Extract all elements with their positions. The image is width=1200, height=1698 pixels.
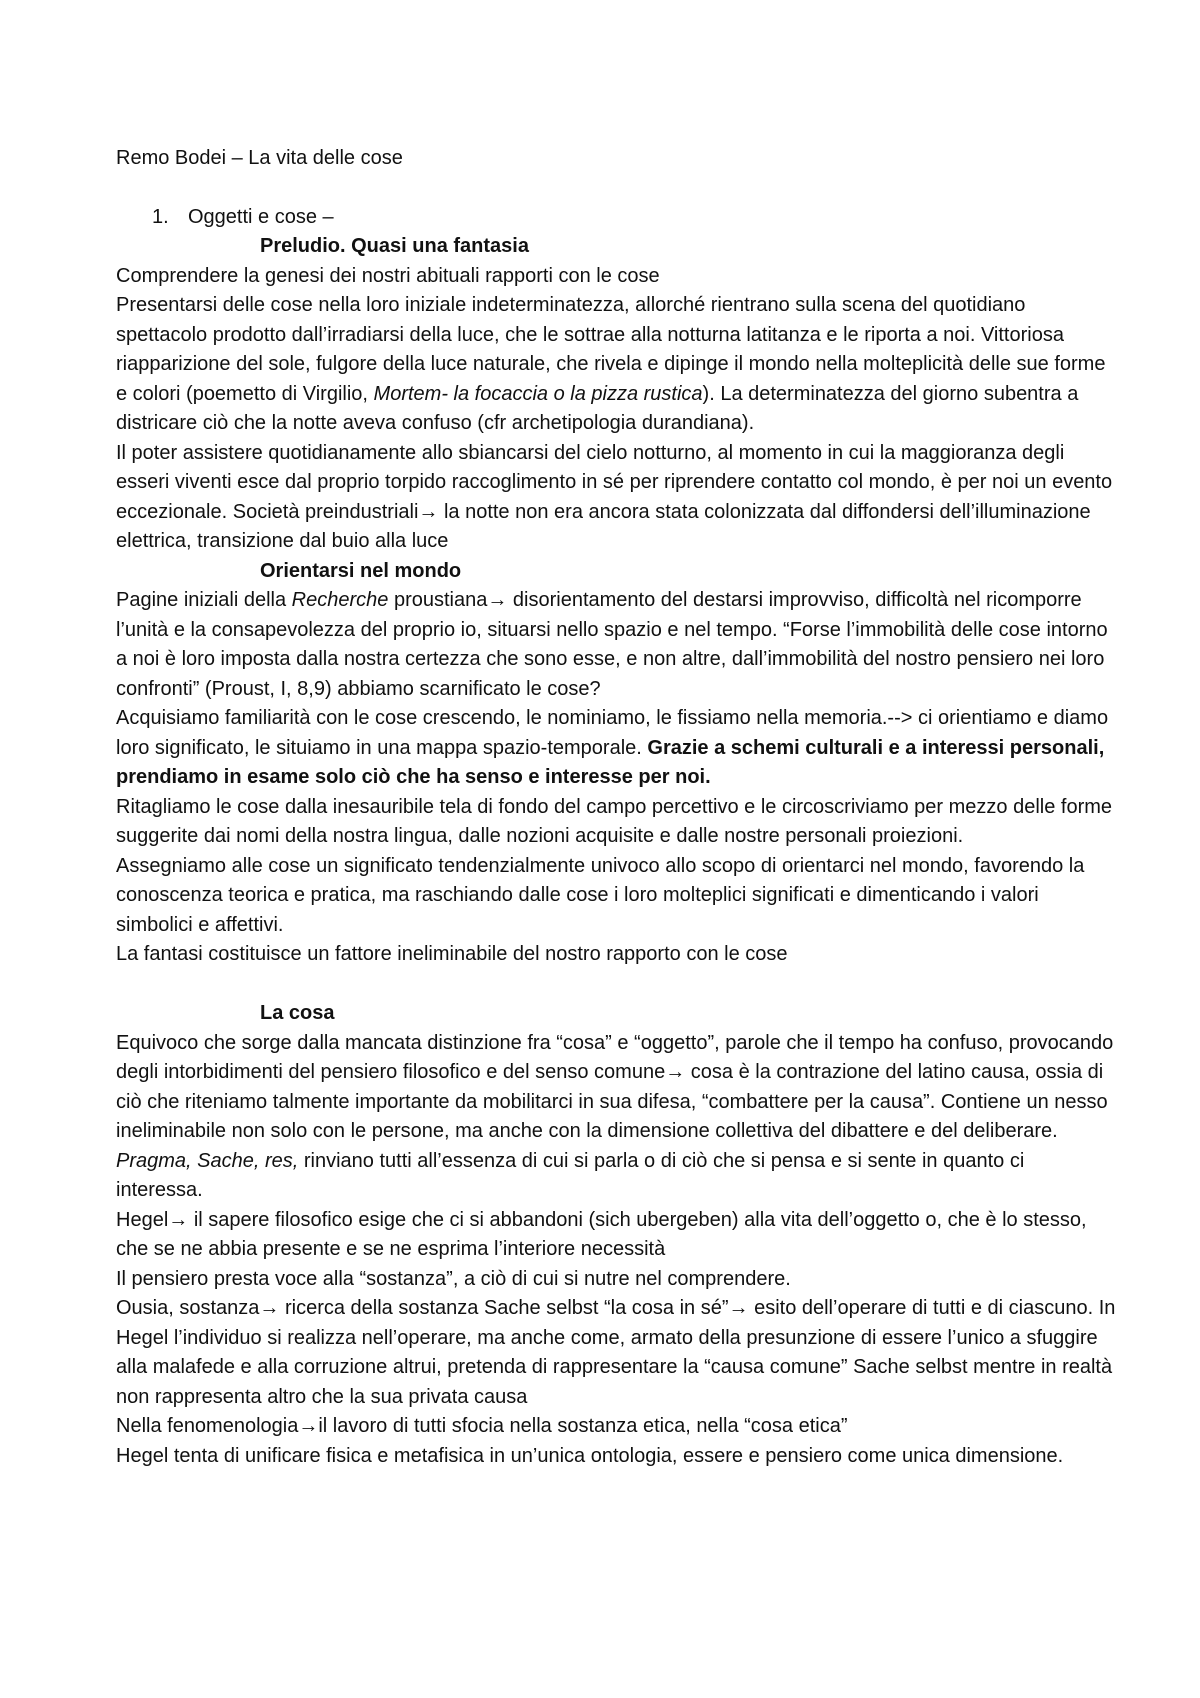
paragraph: Ousia, sostanza→ ricerca della sostanza Sache selbst “la cosa in sé”→ esito dell’operare di tutti e di ciascuno. In Hegel l’individuo si realizza nell’operare, ma anche come, armato della presunzione di essere l’unico a sfuggire alla malafede e alla corruzione altrui, pretenda di rappresentare la “causa comune” Sache selbst mentre in realtà non rappresenta altro che la sua privata causa (116, 1297, 1116, 1408)
italic-text: Pragma, Sache, res, (116, 1149, 299, 1172)
italic-text: Mortem- la focaccia o la pizza rustica (373, 382, 703, 405)
subheading-orientarsi: Orientarsi nel mondo (260, 559, 462, 582)
paragraph: Comprendere la genesi dei nostri abituali rapporti con le cose (116, 264, 660, 287)
paragraph (116, 1029, 1116, 1206)
paragraph: Hegel tenta di unificare fisica e metafisica in un’unica ontologia, essere e pensiero come unica dimensione. (116, 1444, 1064, 1467)
paragraph (116, 704, 1116, 793)
paragraph: Il pensiero presta voce alla “sostanza”, a ciò di cui si nutre nel comprendere. (116, 1267, 791, 1290)
section-title: Oggetti e cose – (188, 206, 334, 228)
paragraph: Assegniamo alle cose un significato tendenzialmente univoco allo scopo di orientarci nel mondo, favorendo la conoscenza teorica e pratica, ma raschiando dalle cose i loro molteplici significati e dimenticando i valori simbolici e affettivi. (116, 854, 1085, 936)
section-number: 1. (152, 206, 169, 228)
bold-text: Grazie a schemi culturali e a interessi personali, prendiamo in esame solo ciò che ha senso e interesse per noi. (116, 736, 1105, 788)
paragraph-text: Acquisiamo familiarità con le cose crescendo, le nominiamo, le fissiamo nella memoria.--> ci orientiamo e diamo loro significato, le situiamo in una mappa spazio-temporale. (116, 707, 1109, 759)
paragraph: Il poter assistere quotidianamente allo sbiancarsi del cielo notturno, al momento in cui la maggioranza degli esseri viventi esce dal proprio torpido raccoglimento in sé per riprendere contatto col mondo, è per noi un evento eccezionale. Società preindustriali→ la notte non era ancora stata colonizzata dal diffondersi dell’illuminazione elettrica, transizione dal buio alla luce (116, 441, 1113, 552)
section-heading (152, 203, 334, 233)
italic-text: Recherche (291, 589, 389, 611)
paragraph-text: Presentarsi delle cose nella loro iniziale indeterminatezza, allorché rientrano sulla scena del quotidiano spettacolo prodotto dall’irradiarsi della luce, che le sottrae alla notturna latitanza e le riporta a noi. Vittoriosa riapparizione del sole, fulgore della luce naturale, che rivela e dipinge il mondo nella molteplicità delle sue forme e colori (poemetto di Virgilio, (116, 294, 1106, 405)
paragraph (116, 291, 1116, 439)
paragraph-text: ). La determinatezza del giorno subentra a districare ciò che la notte aveva confuso (cfr archetipologia durandiana). (116, 382, 1079, 434)
paragraph: Hegel→ il sapere filosofico esige che ci si abbandoni (sich ubergeben) alla vita dell’oggetto o, che è lo stesso, che se ne abbia presente e se ne esprima l’interiore necessità (116, 1208, 1087, 1260)
paragraph-text: Equivoco che sorge dalla mancata distinzione fra “cosa” e “oggetto”, parole che il tempo ha confuso, provocando degli intorbidimenti del pensiero filosofico e del senso comune→ cosa è la contrazione del latino causa, ossia di ciò che riteniamo talmente importante da mobilitarci in sua difesa, “combattere per la causa”. Contiene un nesso ineliminabile non solo con le persone, ma anche con la dimensione collettiva del dibattere e del deliberare. (116, 1031, 1114, 1142)
paragraph: La fantasi costituisce un fattore ineliminabile del nostro rapporto con le cose (116, 943, 788, 965)
paragraph-text: proustiana→ disorientamento del destarsi improvviso, difficoltà nel ricomporre l’unità e la consapevolezza del proprio io, situarsi nello spazio e nel tempo. “Forse l’immobilità delle cose intorno a noi è loro imposta dalla nostra certezza che sono esse, e non altre, dall’immobilità del nostro pensiero nei loro confronti” (Proust, I, 8,9) abbiamo scarnificato le cose? (116, 589, 1108, 700)
subheading-la-cosa: La cosa (260, 1002, 335, 1024)
document-title: Remo Bodei – La vita delle cose (116, 147, 403, 169)
paragraph: Ritagliamo le cose dalla inesauribile tela di fondo del campo percettivo e le circoscriviamo per mezzo delle forme suggerite dai nomi della nostra lingua, dalle nozioni acquisite e dalle nostre personali proiezioni. (116, 795, 1113, 847)
blank-line (116, 970, 1116, 1000)
paragraph-text: rinviano tutti all’essenza di cui si parla o di ciò che si pensa e si sente in quanto ci interessa. (116, 1149, 1025, 1201)
document-body (116, 232, 1116, 1471)
subheading-preludio: Preludio. Quasi una fantasia (260, 235, 529, 257)
paragraph-text: Pagine iniziali della (116, 589, 292, 611)
paragraph: Nella fenomenologia→il lavoro di tutti sfocia nella sostanza etica, nella “cosa etica” (116, 1415, 848, 1437)
paragraph (116, 586, 1116, 704)
